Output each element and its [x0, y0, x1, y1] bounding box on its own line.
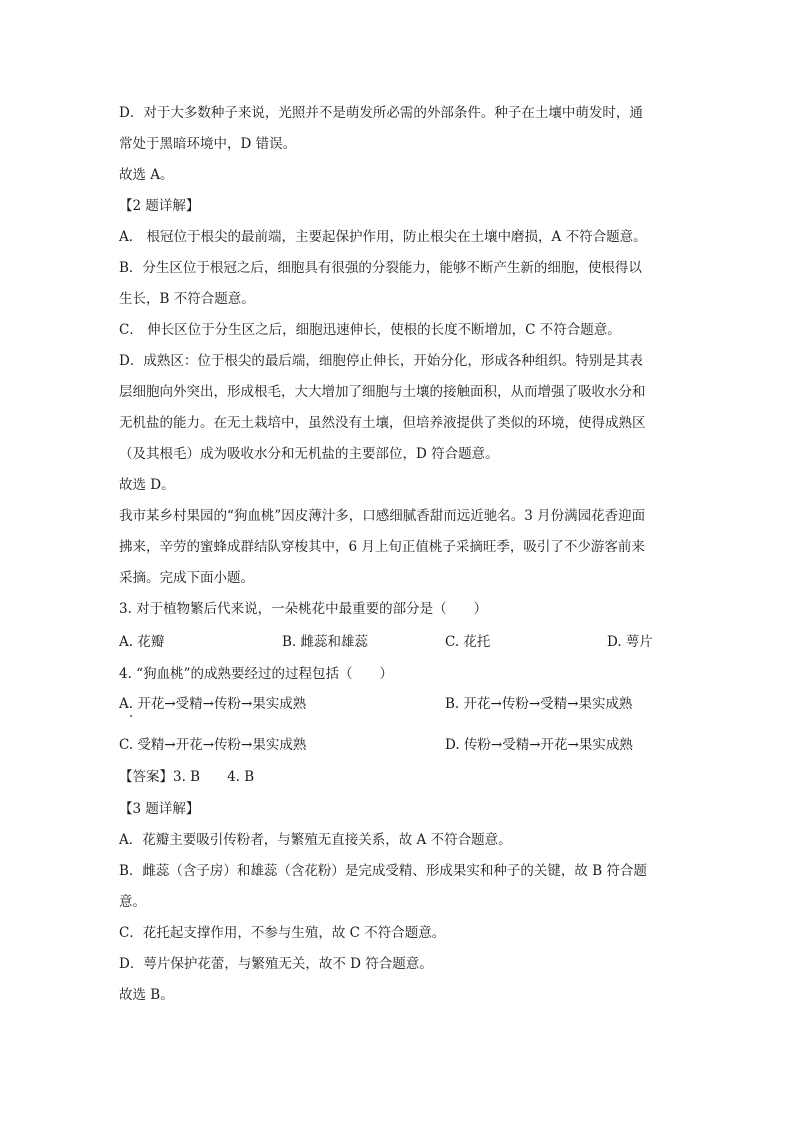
text-line: A． 根冠位于根尖的最前端，主要起保护作用，防止根尖在土壤中磨损，A 不符合题意。	[119, 229, 647, 245]
text-line: A．花瓣主要吸引传粉者，与繁殖无直接关系，故 A 不符合题意。	[119, 832, 512, 848]
text-line: C． 伸长区位于分生区之后，细胞迅速伸长，使根的长度不断增加，C 不符合题意。	[119, 322, 621, 338]
option-d: D. 萼片	[607, 634, 653, 650]
question-3: 3. 对于植物繁后代来说，一朵桃花中最重要的部分是（ ）	[119, 601, 488, 617]
option-b: B. 开花→传粉→受精→果实成熟	[445, 696, 633, 712]
conclusion: 故选 B。	[119, 987, 174, 1003]
text-line: 无机盐的能力。在无土栽培中，虽然没有土壤，但培养液提供了类似的环境，使得成熟区	[119, 415, 646, 431]
option-c: C. 花托	[445, 634, 491, 650]
option-a: A. 开花→受精→传粉→果实成熟	[119, 696, 307, 712]
text-line: D．对于大多数种子来说，光照并不是萌发所必需的外部条件。种子在土壤中萌发时，通	[119, 105, 643, 121]
answer-line: 【答案】3. B 4. B	[119, 769, 255, 785]
text-line: 故选 A。	[119, 167, 174, 183]
text-line: B．雌蕊（含子房）和雄蕊（含花粉）是完成受精、形成果实和种子的关键，故 B 符合题	[119, 863, 647, 879]
text-line: 常处于黑暗环境中，D 错误。	[119, 136, 297, 152]
option-d: D. 传粉→受精→开花→果实成熟	[445, 737, 633, 753]
text-line: B．分生区位于根冠之后，细胞具有很强的分裂能力，能够不断产生新的细胞，使根得以	[119, 260, 642, 276]
text-line: D．成熟区：位于根尖的最后端，细胞停止伸长，开始分化，形成各种组织。特别是其表	[119, 353, 643, 369]
section-heading: 【2 题详解】	[119, 198, 200, 214]
question-stem: 拂来，辛劳的蜜蜂成群结队穿梭其中，6 月上旬正值桃子采摘旺季，吸引了不少游客前来	[119, 539, 645, 555]
text-line: 生长，B 不符合题意。	[119, 291, 255, 307]
question-4: 4. “狗血桃”的成熟要经过的过程包括（ ）	[119, 666, 393, 682]
question-stem: 采摘。完成下面小题。	[119, 570, 254, 586]
option-a: A. 花瓣	[119, 634, 165, 650]
option-c: C. 受精→开花→传粉→果实成熟	[119, 737, 307, 753]
conclusion: 故选 D。	[119, 477, 175, 493]
dot-mark	[130, 715, 132, 717]
question-stem: 我市某乡村果园的“狗血桃”因皮薄汁多，口感细腻香甜而远近驰名。3 月份满园花香迎面	[119, 508, 646, 524]
text-line: 层细胞向外突出，形成根毛，大大增加了细胞与土壤的接触面积，从而增强了吸收水分和	[119, 384, 646, 400]
text-line: （及其根毛）成为吸收水分和无机盐的主要部位，D 符合题意。	[119, 446, 499, 462]
text-line: C．花托起支撑作用，不参与生殖，故 C 不符合题意。	[119, 925, 446, 941]
text-line: D．萼片保护花蕾，与繁殖无关，故不 D 符合题意。	[119, 956, 433, 972]
text-line: 意。	[119, 894, 146, 910]
section-heading: 【3 题详解】	[119, 801, 200, 817]
option-b: B. 雌蕊和雄蕊	[282, 634, 369, 650]
